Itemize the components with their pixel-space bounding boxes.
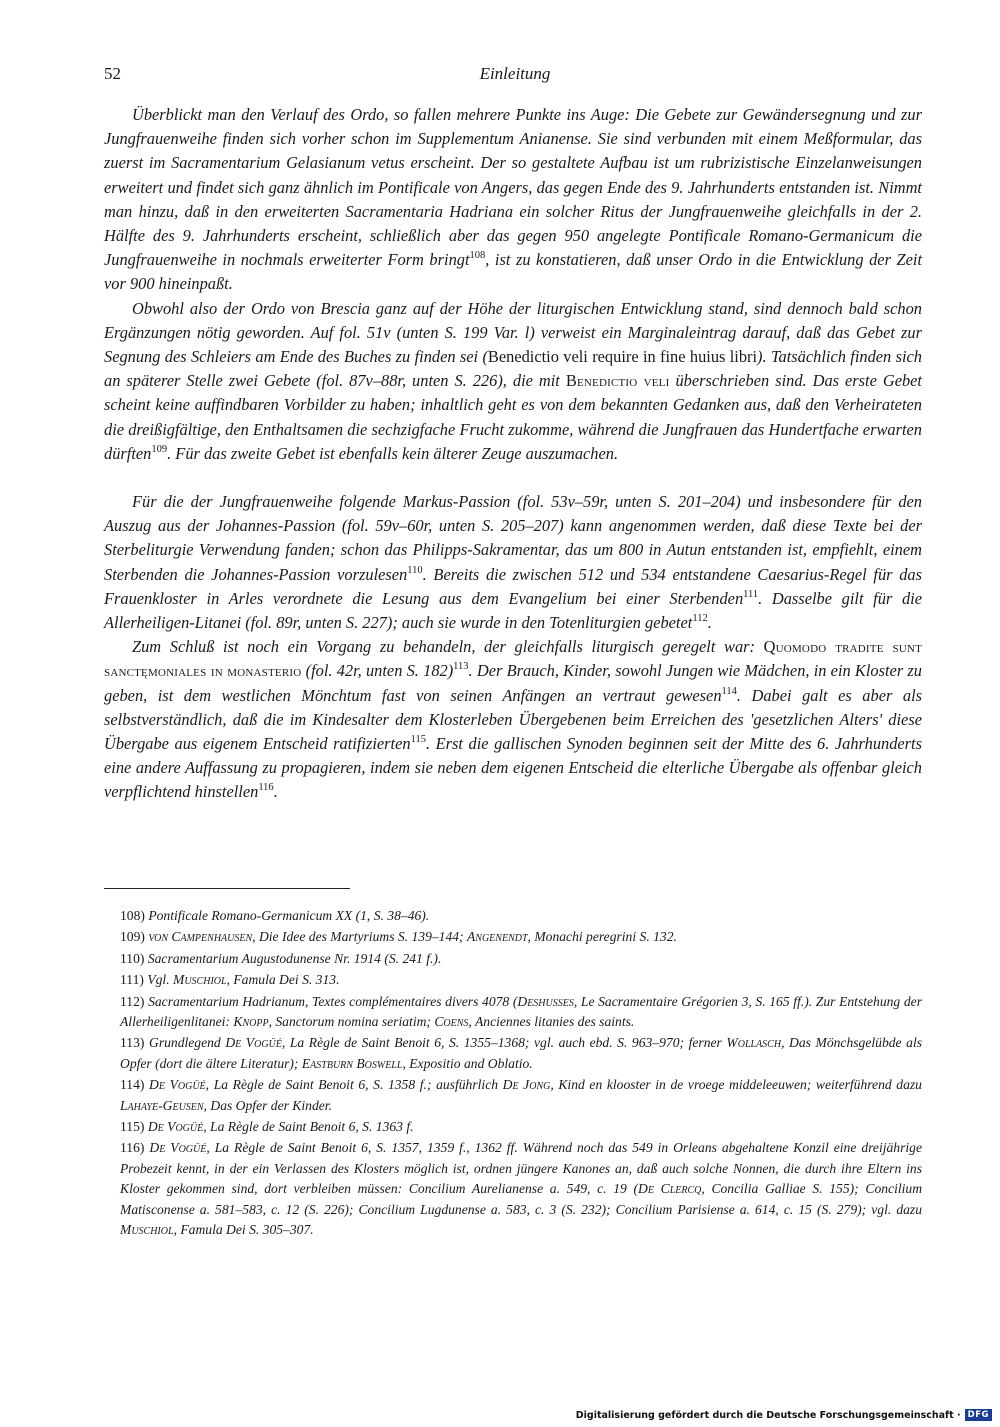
footnote-number: 111) bbox=[120, 972, 144, 988]
running-head: Einleitung bbox=[479, 64, 551, 83]
footnote-reference: 113 bbox=[453, 661, 469, 673]
footnote-reference: 112 bbox=[692, 613, 708, 625]
text-run: Pontificale Romano-Germanicum XX (1, S. 38–46). bbox=[148, 908, 430, 923]
small-caps-text: von Campenhausen bbox=[148, 929, 253, 945]
footnote bbox=[104, 949, 922, 969]
text-run: , La Règle de Saint Benoit 6, S. 1363 f. bbox=[203, 1119, 414, 1135]
text-run: . Bereits die zwischen 512 und 534 entstandene Caesarius-Regel für das Frauenkloster in Arles verordnete die Lesung aus dem Evangelium bei einer Sterbenden bbox=[104, 564, 922, 608]
footnote-number: 110) bbox=[120, 950, 145, 966]
paragraph bbox=[104, 490, 922, 635]
footnote-number: 109) bbox=[120, 929, 145, 945]
text-run: Obwohl also der Ordo von Brescia ganz auf der Höhe der liturgischen Entwicklung stand, sind dennoch bald schon Ergänzungen nötig geworden. Auf fol. 51v (unten S. 199 Var. l) verweist ein Marginaleintrag darauf, daß das Gebet zur Segnung des Schleiers am Ende des Buches zu finden sei ( bbox=[104, 298, 922, 367]
footnote-reference: 109 bbox=[151, 443, 168, 455]
text-run: , Anciennes litanies des saints. bbox=[468, 1014, 635, 1030]
text-run: , Sanctorum nomina seriatim; bbox=[268, 1014, 435, 1030]
text-run: . Für das zweite Gebet ist ebenfalls kein älterer Zeuge auszumachen. bbox=[167, 443, 619, 463]
footnote-reference: 110 bbox=[407, 564, 423, 576]
small-caps-text: De Vogüé bbox=[147, 1119, 204, 1135]
small-caps-text: Deshusses bbox=[517, 993, 574, 1009]
footnote-number: 108) bbox=[120, 908, 145, 923]
footnote-number: 113) bbox=[120, 1035, 145, 1051]
text-run: . Erst die gallischen Synoden beginnen seit der Mitte des 6. Jahrhunderts eine andere Auffassung zu propagieren, indem sie neben dem eigenen Entscheid die elterliche Übergabe als offenbar gleich verpflichtend hinstellen bbox=[104, 734, 922, 802]
text-run: , La Règle de Saint Benoit 6, S. 1355–1368; vgl. auch ebd. S. 963–970; ferner bbox=[281, 1035, 727, 1051]
small-caps-text: Angenendt bbox=[466, 929, 528, 945]
small-caps-text: Quomodo tradite sunt sanctęmoniales in monasterio bbox=[104, 637, 922, 681]
footnote bbox=[104, 992, 922, 1033]
footnote-number: 114) bbox=[120, 1077, 145, 1093]
text-run: , La Règle de Saint Benoit 6, S. 1357, 1359 f., 1362 ff. Während noch das 549 in Orleans abgehaltene Konzil eine dreijährige Probezeit kennt, in der ein Verlassen des Klosters möglich ist, ordnen jüngere Kanones an, daß auch solche Nonnen, die durch ihre Eltern ins Kloster gekommen sind, dort verbleiben müssen: Concilium Aurelianense a. 549, c. 19 ( bbox=[120, 1140, 922, 1197]
text-run: , Das Mönchsgelübde als Opfer (dort die ältere Literatur); bbox=[120, 1035, 923, 1071]
text-run: Zum Schluß ist noch ein Vorgang zu behandeln, der gleichfalls liturgisch geregelt war: bbox=[132, 637, 764, 657]
footnote bbox=[104, 1033, 922, 1074]
body-text bbox=[104, 103, 922, 805]
footnote bbox=[104, 1075, 922, 1116]
small-caps-text: Benedictio veli bbox=[565, 371, 670, 391]
text-run: Für die der Jungfrauenweihe folgende Markus-Passion (fol. 53v–59r, unten S. 201–204) und insbesondere für den Auszug aus der Johannes-Passion (fol. 59v–60r, unten S. 205–207) kann angenommen werden, daß diese Texte bei der Sterbeliturgie Verwendung fanden; schon das Philipps-Sakramentar, das um 800 in Autun entstanden ist, empfiehlt, einem Sterbenden die Johannes-Passion vorzulesen bbox=[104, 492, 922, 584]
footnote-reference: 111 bbox=[743, 588, 759, 600]
footnote-number: 115) bbox=[120, 1119, 145, 1135]
text-run: Grundlegend bbox=[149, 1035, 226, 1051]
small-caps-text: Muschiol bbox=[120, 1222, 174, 1238]
small-caps-text: De Vogüé bbox=[149, 1140, 207, 1156]
text-run: , Le Sacramentaire Grégorien 3, S. 165 ff.). Zur Entstehung der Allerheiligenlitanei: bbox=[120, 993, 922, 1030]
small-caps-text: Eastburn Boswell bbox=[301, 1055, 403, 1071]
text-run: Vgl. bbox=[147, 972, 174, 988]
text-run: . Dasselbe gilt für die Allerheiligen-Litanei (fol. 89r, unten S. 227); auch sie wurde in den Totenliturgien gebetet bbox=[104, 588, 922, 633]
page-number: 52 bbox=[104, 64, 121, 83]
text-run: , Das Opfer der Kinder. bbox=[203, 1097, 332, 1113]
footnote bbox=[104, 1138, 922, 1240]
footnote-reference: 116 bbox=[258, 782, 274, 794]
text-run: ). Tatsächlich finden sich an späterer Stelle zwei Gebete (fol. 87v–88r, unten S. 226), die mit bbox=[104, 347, 922, 391]
text-run: , Monachi peregrini S. 132. bbox=[527, 929, 677, 945]
footnotes bbox=[104, 906, 922, 1242]
text-run: , Kind en klooster in de vroege middeleeuwen; weiterführend dazu bbox=[550, 1077, 922, 1093]
footnote-number: 112) bbox=[120, 993, 145, 1009]
small-caps-text: Wollasch bbox=[726, 1035, 782, 1051]
footnote-reference: 114 bbox=[721, 685, 737, 697]
digitization-notice bbox=[576, 1409, 992, 1421]
small-caps-text: De Vogüé bbox=[149, 1077, 206, 1093]
text-run: Überblickt man den Verlauf des Ordo, so fallen mehrere Punkte ins Auge: Die Gebete zur Gewändersegnung und zur Jungfrauenweihe finden sich vorher schon im Supplementum Anianense. Sie sind verbunden mit einem Meßformular, das zuerst im Sacramentarium Gelasianum vetus erscheint. Der so gestaltete Aufbau ist um rubrizistische Einzelanweisungen erweitert und findet sich ganz ähnlich im Pontificale von Angers, das gegen Ende des 9. Jahrhunderts entstanden ist. Nimmt man hinzu, daß in den erweiterten Sacramentaria Hadriana ein solcher Ritus der Jungfrauenweihe gleichfalls in der 2. Hälfte des 9. Jahrhunderts erscheint, schließlich aber das gegen 950 angelegte Pontificale Romano-Germanicum die Jungfrauenweihe in nochmals erweiterter Form bringt bbox=[104, 105, 922, 270]
footnote bbox=[104, 927, 922, 947]
paragraph bbox=[104, 635, 922, 804]
paragraph bbox=[104, 103, 922, 297]
digitization-notice-text: Digitalisierung gefördert durch die Deutsche Forschungsgemeinschaft · bbox=[575, 1409, 961, 1421]
text-run: Sacramentarium Hadrianum, Textes complémentaires divers 4078 ( bbox=[148, 993, 518, 1009]
text-run: , Expositio and Oblatio. bbox=[402, 1055, 533, 1071]
small-caps-text: De Clercq bbox=[638, 1181, 702, 1197]
text-run: . Der Brauch, Kinder, sowohl Jungen wie Mädchen, in ein Kloster zu geben, ist dem westlichen Mönchtum fast von seinen Anfängen an vertraut gewesen bbox=[104, 661, 922, 705]
footnote-number: 116) bbox=[120, 1140, 145, 1156]
dfg-logo: DFG bbox=[965, 1409, 992, 1421]
text-run: , ist zu konstatieren, daß unser Ordo in die Entwicklung der Zeit vor 900 hineinpaßt. bbox=[104, 250, 922, 294]
small-caps-text: De Vogüé bbox=[225, 1035, 282, 1051]
text-run: . Dabei galt es aber als selbstverständlich, daß die im Kindesalter dem Klosterleben Übergebenen beim Erreichen des 'gesetzlichen Alters' diese Übergabe aus eigenem Entscheid ratifizierten bbox=[104, 685, 922, 754]
footnote bbox=[104, 1117, 922, 1137]
text-run: . bbox=[707, 613, 712, 633]
text-run: , Famula Dei S. 305–307. bbox=[173, 1222, 314, 1238]
footnote bbox=[104, 906, 922, 926]
text-run: , Concilia Galliae S. 155); Concilium Matisconense a. 581–583, c. 12 (S. 226); Concilium Lugdunense a. 583, c. 3 (S. 232); Concilium Parisiense a. 614, c. 15 (S. 279); vgl. dazu bbox=[120, 1181, 923, 1217]
footnote bbox=[104, 970, 922, 990]
footnote-reference: 115 bbox=[410, 734, 426, 746]
footnote-divider bbox=[104, 888, 350, 889]
text-run: , Die Idee des Martyriums S. 139–144; bbox=[252, 929, 467, 945]
text-run: (fol. 42r, unten S. 182) bbox=[301, 661, 454, 681]
footnote-reference: 108 bbox=[469, 250, 486, 262]
roman-text: Benedictio veli require in fine huius libri bbox=[487, 347, 758, 367]
text-run: . bbox=[273, 782, 278, 802]
text-run: Sacramentarium Augustodunense Nr. 1914 (S. 241 f.). bbox=[147, 950, 442, 966]
small-caps-text: Coens bbox=[434, 1014, 469, 1030]
paragraph bbox=[104, 297, 922, 466]
small-caps-text: Knopp bbox=[233, 1014, 269, 1030]
small-caps-text: De Jong bbox=[502, 1077, 551, 1093]
text-run: , Famula Dei S. 313. bbox=[226, 972, 340, 988]
small-caps-text: Lahaye-Geusen bbox=[120, 1097, 204, 1113]
text-run: überschrieben sind. Das erste Gebet scheint keine auffindbaren Vorbilder zu haben; inhaltlich geht es von dem bekannten Gedanken aus, daß den Verheirateten die dreißigfältige, den Enthaltsamen die sechzigfache Frucht zukomme, während die Jungfrauen das Hundertfache erwarten dürften bbox=[104, 371, 922, 463]
small-caps-text: Muschiol bbox=[173, 972, 227, 988]
text-run: , La Règle de Saint Benoit 6, S. 1358 f.; ausführlich bbox=[205, 1077, 503, 1093]
